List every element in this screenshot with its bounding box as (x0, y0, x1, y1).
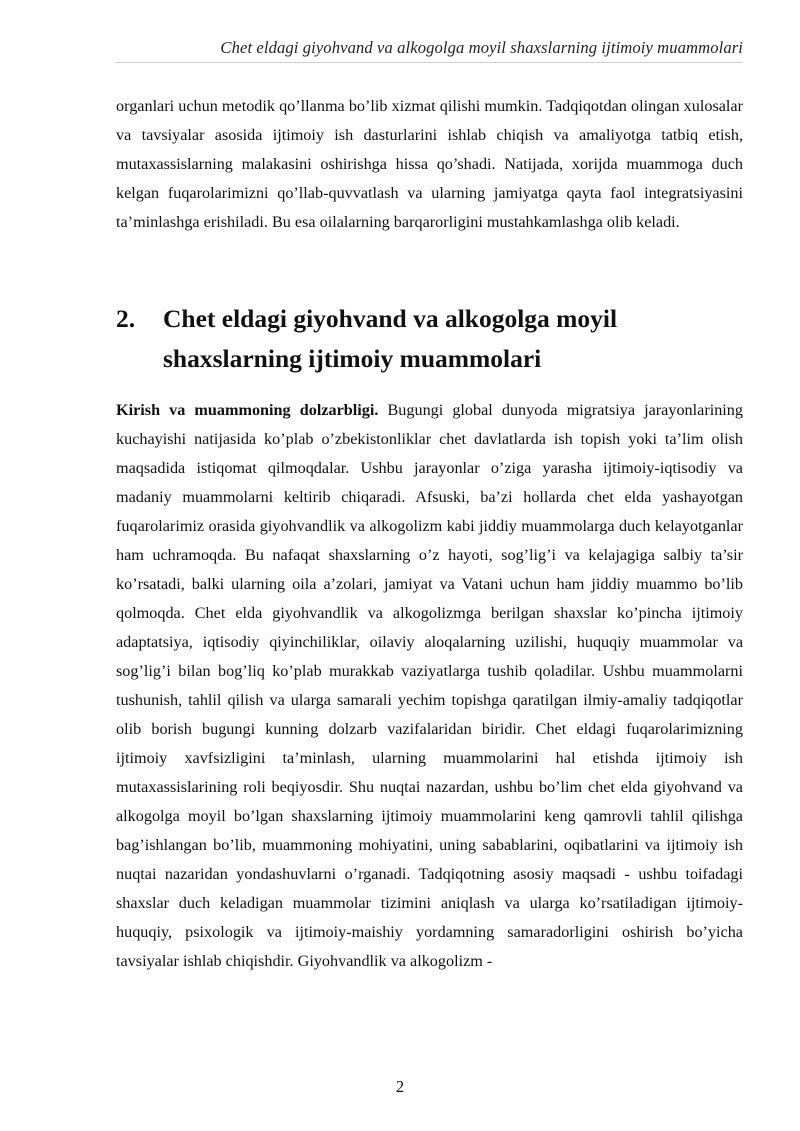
running-header: Chet eldagi giyohvand va alkogolga moyil shaxslarning ijtimoiy muammolari (220, 38, 743, 57)
section-heading (116, 299, 743, 379)
paragraph-lead: Kirish va muammoning dolzarbligi. (116, 401, 379, 419)
section-number: 2. (116, 304, 136, 333)
paragraph-text: Bugungi global dunyoda migratsiya jarayonlarining kuchayishi natijasida ko’plab o’zbekistonliklar chet davlatlarda ish topish yoki ta’lim olish maqsadida istiqomat qilmoqdalar. Ushbu jarayonlar o’ziga yarasha ijtimoiy-iqtisodiy va madaniy muammolarni keltirib chiqaradi. Afsuski, ba’zi hollarda chet elda yashayotgan fuqarolarimiz orasida giyohvandlik va alkogolizm kabi jiddiy muammolarga duch kelayotganlar ham uchramoqda. Bu nafaqat shaxslarning o’z hayoti, sog’lig’i va kelajagiga salbiy ta’sir ko’rsatadi, balki ularning oila a’zolari, jamiyat va Vatani uchun ham jiddiy muammo bo’lib qolmoqda. Chet elda giyohvandlik va alkogolizmga berilgan shaxslar ko’pincha ijtimoiy adaptatsiya, iqtisodiy qiyinchiliklar, oilaviy aloqalarning uzilishi, huquqiy muammolar va sog’lig’i bilan bog’liq ko’plab murakkab vaziyatlarga tushib qoladilar. Ushbu muammolarni tushunish, tahlil qilish va ularga samarali yechim topishga qaratilgan ilmiy-amaliy tadqiqotlar olib borish bugungi kunning dolzarb vazifalaridan biridir. Chet eldagi fuqarolarimizning ijtimoiy xavfsizligini ta’minlash, ularning muammolarini hal etishda ijtimoiy ish mutaxassislarining roli beqiyosdir. Shu nuqtai nazardan, ushbu bo’lim chet elda giyohvand va alkogolga moyil bo’lgan shaxslarning ijtimoiy muammolarini keng qamrovli tahlil qilishga bag’ishlangan bo’lib, muammoning mohiyatini, uning sabablarini, oqibatlarini va ijtimoiy ish nuqtai nazaridan yondashuvlarni o’rganadi. Tadqiqotning asosiy maqsadi - ushbu toifadagi shaxslar duch keladigan muammolar tizimini aniqlash va ularga ko’rsatiladigan ijtimoiy-huquqiy, psixologik va ijtimoiy-maishiy yordamning samaradorligini oshirish bo’yicha tavsiyalar ishlab chiqishdir. Giyohvandlik va alkogolizm - (116, 401, 743, 970)
section-title: Chet eldagi giyohvand va alkogolga moyil shaxslarning ijtimoiy muammolari (163, 304, 618, 373)
body-paragraph-2 (116, 396, 743, 976)
page-number: 2 (395, 1077, 405, 1096)
header-divider (115, 62, 743, 63)
body-paragraph-1: organlari uchun metodik qo’llanma bo’lib xizmat qilishi mumkin. Tadqiqotdan olingan xulosalar va tavsiyalar asosida ijtimoiy ish dasturlarini ishlab chiqish va amaliyotga tatbiq etish, mutaxassislarning malakasini oshirishga hissa qo’shadi. Natijada, xorijda muammoga duch kelgan fuqarolarimizni qo’llab-quvvatlash va ularning jamiyatga qayta faol integratsiyasini ta’minlashga erishiladi. Bu esa oilalarning barqarorligini mustahkamlashga olib keladi. (116, 97, 743, 231)
